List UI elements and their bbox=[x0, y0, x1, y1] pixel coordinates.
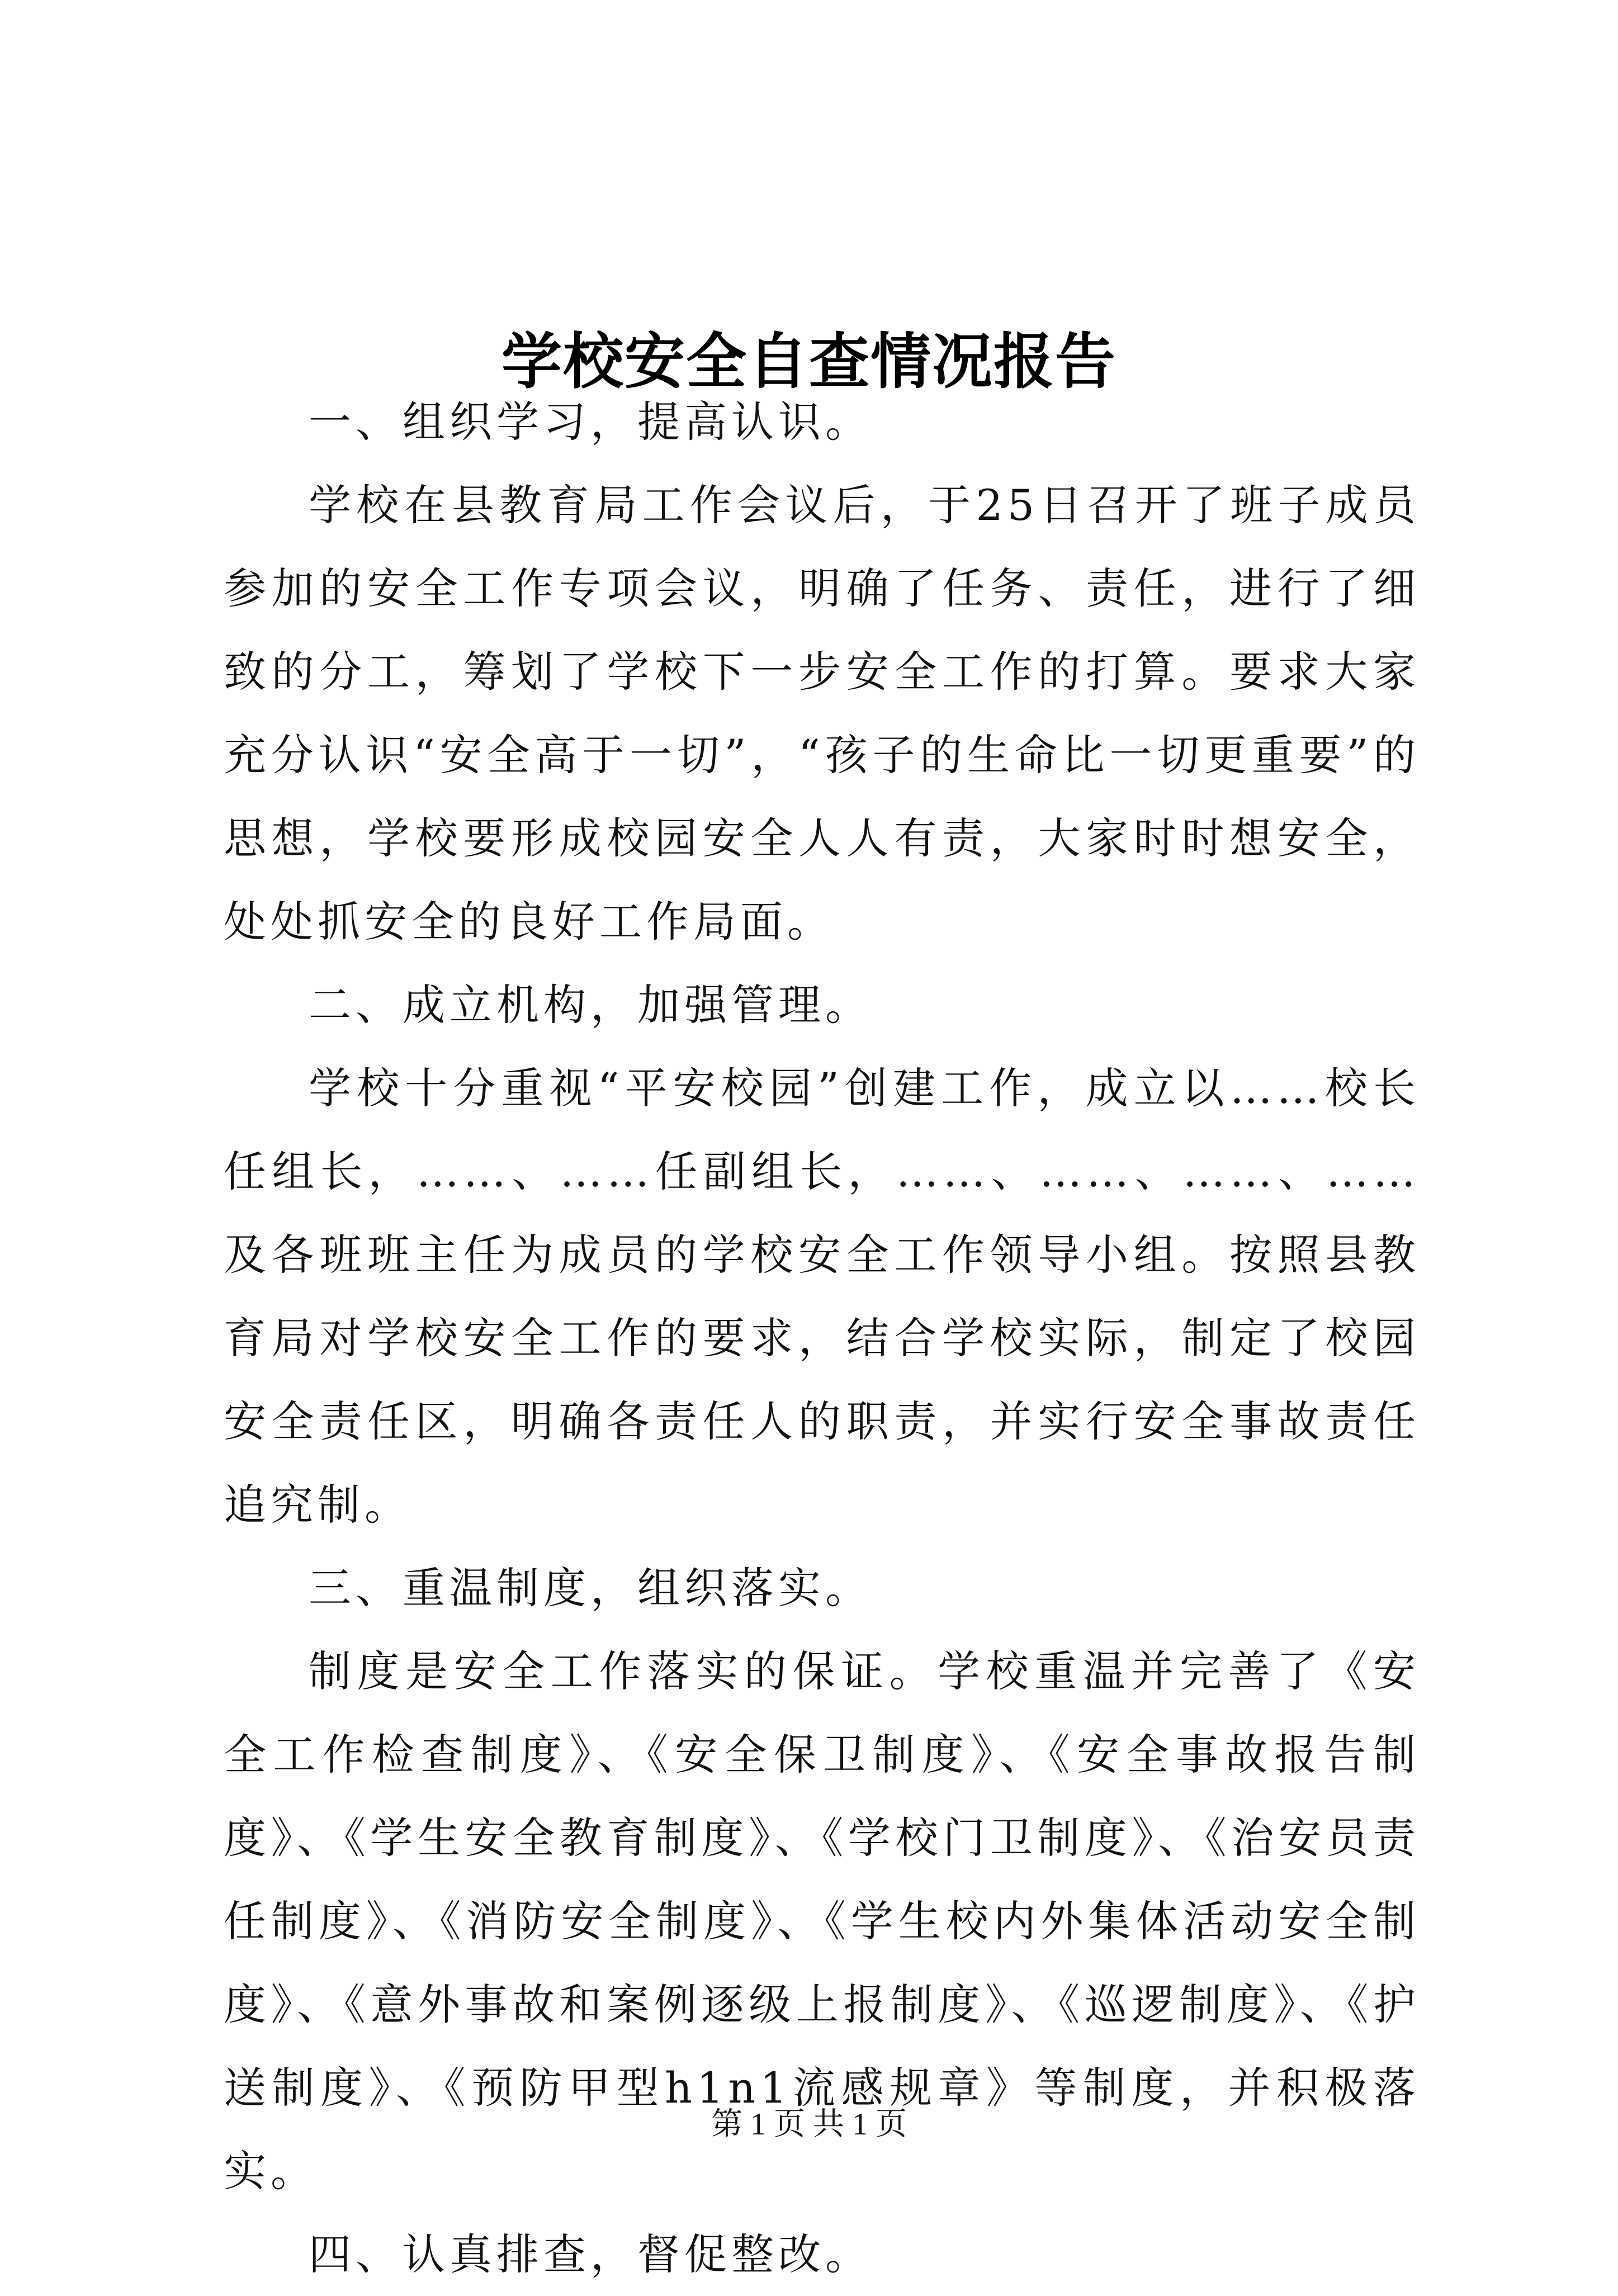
section-heading-4: 四、认真排查，督促整改。 bbox=[309, 2229, 872, 2279]
document-title: 学校安全自查情况报告 bbox=[501, 326, 1116, 397]
section-heading-1: 一、组织学习，提高认识。 bbox=[309, 397, 872, 447]
section-heading-2: 二、成立机构，加强管理。 bbox=[309, 980, 872, 1030]
document-body bbox=[224, 380, 1420, 2296]
section-paragraph-1: 学校在县教育局工作会议后，于25日召开了班子成员参加的安全工作专项会议，明确了任务、责任，进行了细致的分工，筹划了学校下一步安全工作的打算。要求大家充分认识“安全高于一切”，“孩子的生命比一切更重要”的思想，学校要形成校园安全人人有责，大家时时想安全，处处抓安全的良好工作局面。 bbox=[224, 480, 1420, 946]
section-heading-3: 三、重温制度，组织落实。 bbox=[309, 1563, 872, 1613]
page-footer: 第 1 页 共 1 页 bbox=[711, 2107, 907, 2142]
section-paragraph-3: 制度是安全工作落实的保证。学校重温并完善了《安全工作检查制度》、《安全保卫制度》、《安全事故报告制度》、《学生安全教育制度》、《学校门卫制度》、《治安员责任制度》、《消防安全制度》、《学生校内外集体活动安全制度》、《意外事故和案例逐级上报制度》、《巡逻制度》、《护送制度》、《预防甲型h1n1流感规章》等制度，并积极落实。 bbox=[224, 1646, 1420, 2196]
section-paragraph-2: 学校十分重视“平安校园”创建工作，成立以……校长任组长，……、……任副组长，……、……、……、……及各班班主任为成员的学校安全工作领导小组。按照县教育局对学校安全工作的要求，结合学校实际，制定了校园安全责任区，明确各责任人的职责，并实行安全事故责任追究制。 bbox=[224, 1063, 1420, 1530]
